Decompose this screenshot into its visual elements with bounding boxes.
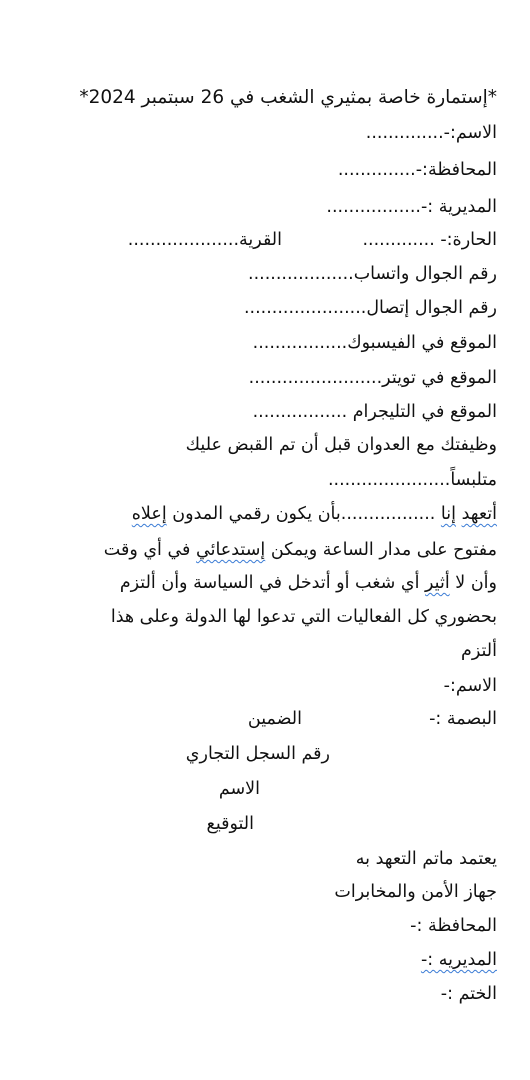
telegram-field: الموقع في التليجرام .................	[252, 402, 497, 422]
pledge-word: أتعهد	[461, 504, 497, 524]
pledge-text: في أي وقت	[103, 540, 191, 560]
twitter-field: الموقع في تويتر........................	[248, 368, 497, 388]
stamp-field: الختم :-	[440, 984, 497, 1004]
job-line-1: وظيفتك مع العدوان قبل أن تم القبض عليك	[185, 435, 497, 455]
security-authority: جهاز الأمن والمخابرات	[334, 882, 497, 902]
job-line-2: متلبساً......................	[327, 470, 497, 490]
whatsapp-field: رقم الجوال واتساب...................	[248, 264, 497, 284]
pledge-line-4: بحضوري كل الفعاليات التي تدعوا لها الدولة وعلى هذا	[110, 607, 497, 627]
fingerprint-field: البصمة :-	[429, 709, 497, 729]
guarantor-label: الضمين	[247, 709, 302, 729]
form-title: *إستمارة خاصة بمثيري الشغب في 26 سبتمبر 2024*	[79, 87, 497, 108]
signature-label: التوقيع	[206, 814, 254, 834]
mobile-call-field: رقم الجوال إتصال......................	[243, 298, 497, 318]
pledge-name-field: الاسم:-	[443, 676, 497, 696]
pledge-line-5: ألتزم	[461, 641, 497, 661]
approval-directorate-field	[421, 947, 497, 973]
pledge-word: إستدعائي	[196, 540, 266, 560]
name-field: الاسم:-..............	[365, 123, 497, 143]
pledge-text: .................بأن يكون رقمي المدون	[172, 504, 436, 524]
approval-line: يعتمد ماتم التعهد به	[355, 849, 497, 869]
pledge-line-3	[120, 570, 497, 596]
guarantor-name-label: الاسم	[218, 779, 260, 799]
facebook-field: الموقع في الفيسبوك.................	[252, 333, 497, 353]
commercial-register-label: رقم السجل التجاري	[185, 744, 330, 764]
governorate-field: المحافظة:-..............	[337, 160, 497, 180]
village-field: القرية....................	[127, 230, 282, 250]
approval-governorate-field: المحافظة :-	[410, 916, 497, 936]
pledge-line-1	[132, 501, 497, 527]
pledge-text: أي شغب أو أتدخل في السياسة وأن ألتزم	[119, 573, 420, 593]
pledge-text: وأن لا	[455, 573, 497, 593]
neighborhood-field: الحارة:- .............	[362, 230, 497, 250]
pledge-line-2	[104, 537, 497, 563]
pledge-word: أثير	[425, 573, 450, 593]
directorate-field: المديرية :-.................	[326, 197, 497, 217]
directorate-label: المديريه :-	[420, 950, 497, 970]
pledge-word: إنا	[440, 504, 456, 524]
pledge-text: مفتوح على مدار الساعة ويمكن	[270, 540, 497, 560]
pledge-word: إعلاه	[131, 504, 167, 524]
